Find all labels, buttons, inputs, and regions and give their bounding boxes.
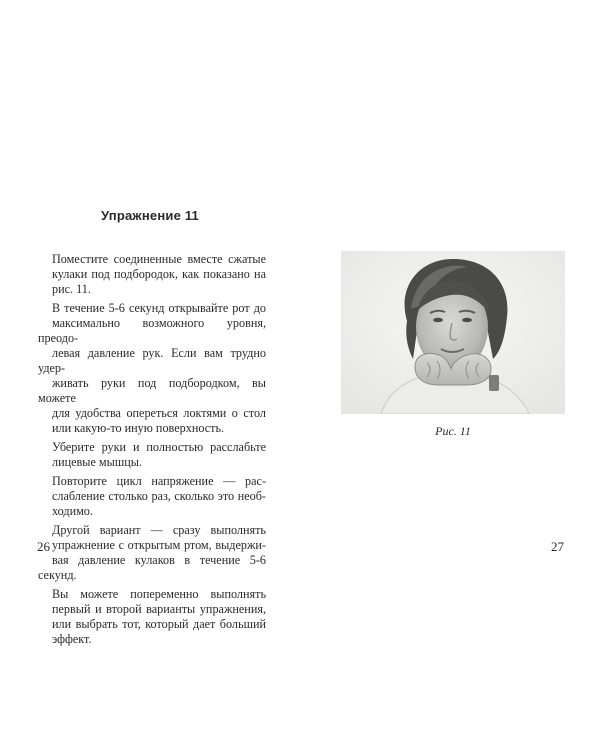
text-line: Вы можете попеременно выполнять	[52, 587, 266, 601]
text-line: или выбрать тот, который дает больший	[52, 617, 266, 631]
text-line: Повторите цикл напряжение — рас-	[52, 474, 266, 488]
text-line: первый и второй варианты упражнения,	[52, 602, 266, 616]
paragraph	[38, 252, 266, 297]
figure-photo	[341, 251, 565, 414]
text-line: вая давление кулаков в течение 5-6 секунд.	[38, 553, 266, 582]
text-line: максимально возможного уровня, преодо-	[38, 316, 266, 345]
text-line: Уберите руки и полностью расслабьте	[52, 440, 266, 454]
paragraph	[38, 301, 266, 436]
woman-portrait-illustration	[341, 251, 565, 414]
text-line: или какую-то иную поверхность.	[52, 421, 225, 435]
text-line: рис. 11.	[52, 282, 91, 296]
text-line: слабление столько раз, сколько это необ-	[52, 489, 266, 503]
text-line: кулаки под подбородок, как показано на	[52, 267, 266, 281]
text-line: лицевые мышцы.	[52, 455, 142, 469]
exercise-text	[38, 252, 266, 651]
page-number-right: 27	[551, 539, 564, 554]
text-line: В течение 5-6 секунд открывайте рот до	[52, 301, 266, 315]
exercise-title: Упражнение 11	[101, 208, 199, 223]
text-line: для удобства опереться локтями о стол	[52, 406, 266, 420]
figure-caption: Рис. 11	[435, 424, 471, 438]
text-line: левая давление рук. Если вам трудно удер-	[38, 346, 266, 375]
text-line: Поместите соединенные вместе сжатые	[52, 252, 266, 266]
paragraph	[38, 523, 266, 583]
paragraph	[38, 474, 266, 519]
text-line: ходимо.	[52, 504, 93, 518]
text-line: Другой вариант — сразу выполнять	[52, 523, 266, 537]
page-number-left: 26	[37, 539, 50, 554]
text-line: живать руки под подбородком, вы можете	[38, 376, 266, 405]
paragraph	[38, 587, 266, 647]
text-line: упражнение с открытым ртом, выдержи-	[52, 538, 266, 552]
text-line: эффект.	[52, 632, 92, 646]
paragraph	[38, 440, 266, 470]
